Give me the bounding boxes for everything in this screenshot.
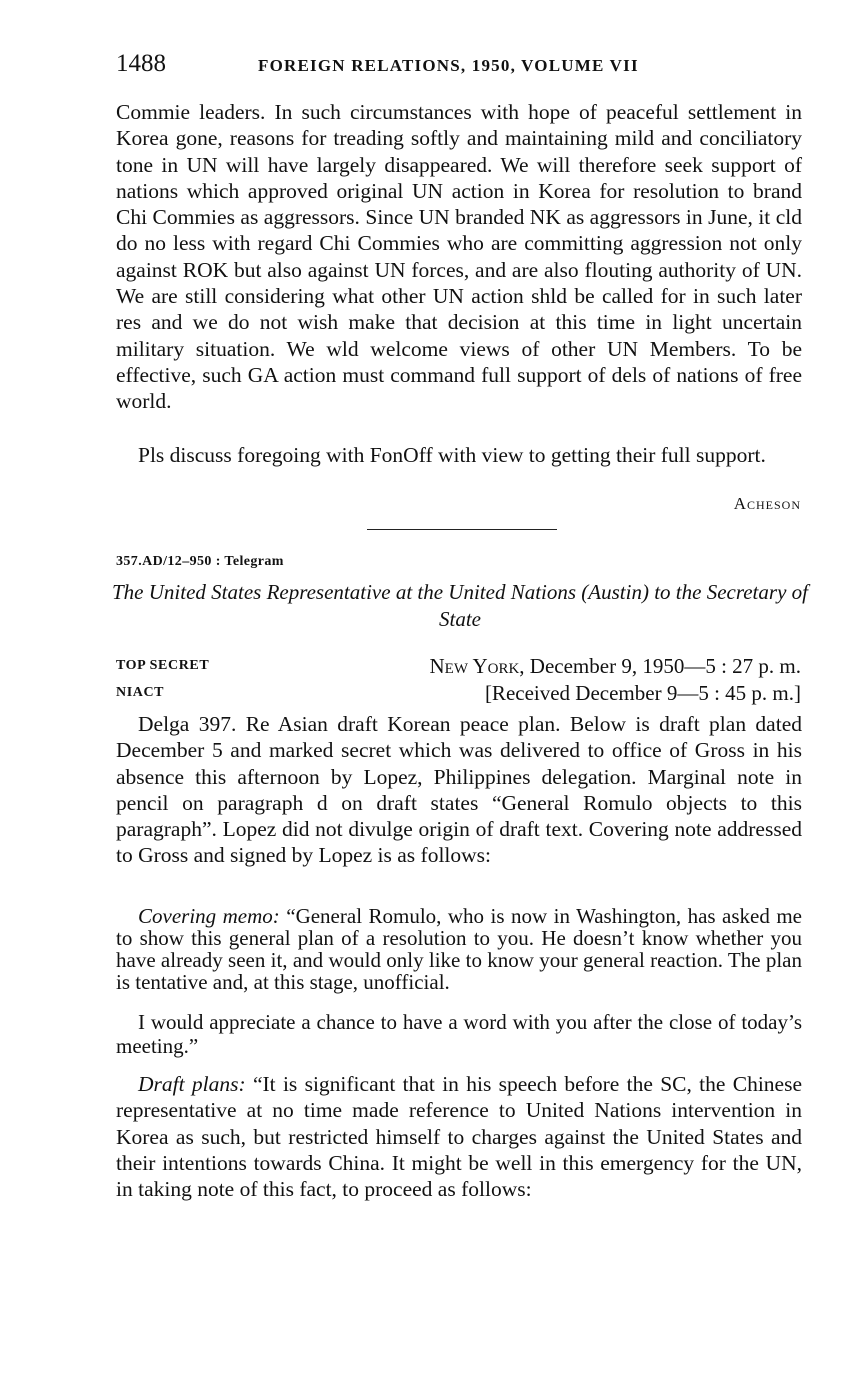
closing-text: Pls discuss foregoing with FonOff with view to getting their full support. (138, 443, 766, 467)
signature: Acheson (733, 494, 801, 513)
continuation-text: Commie leaders. In such circumstances with hope of peaceful settlement in Korea gone, reasons for treading softly and maintaining mild and conciliatory tone in UN will have largely disappeared. We will therefore seek support of nations which approved original UN action in Korea for resolution to brand Chi Commies as aggressors. Since UN branded NK as aggressors in June, it cld do no less with regard Chi Commies who are committing aggression not only against ROK but also against UN forces, and are also flouting authority of UN. We are still considering what other UN action shld be called for in such later res and we do not wish make that decision at this time in light uncertain military situation. We wld welcome views of other UN Members. To be effective, such GA action must command full support of dels of nations of free world. (116, 100, 802, 414)
received-line: [Received December 9—5 : 45 p. m.] (484, 681, 801, 705)
draft-plans (116, 1071, 802, 1202)
covering-memo-paragraph (116, 905, 802, 993)
covering-memo-label: Covering memo: (138, 904, 280, 928)
running-head: FOREIGN RELATIONS, 1950, VOLUME VII (258, 56, 639, 75)
delga-text: Delga 397. Re Asian draft Korean peace plan. Below is draft plan dated December 5 and marked secret which was delivered to office of Gross in his absence this afternoon by Lopez, Philippines delegation. Marginal note in pencil on paragraph d on draft states “General Romulo objects to this paragraph”. Lopez did not divulge origin of draft text. Covering note addressed to Gross and signed by Lopez is as follows: (116, 712, 802, 868)
document-title: The United States Representative at the United Nations (Austin) to the Secretary of State (112, 580, 808, 631)
draft-plans-label: Draft plans: (138, 1072, 246, 1096)
draft-plans-paragraph (116, 1071, 802, 1202)
appreciate-paragraph (116, 1010, 802, 1058)
place-sent: New York, (429, 654, 525, 678)
precedence: NIACT (116, 685, 165, 700)
appreciate-text: I would appreciate a chance to have a word with you after the close of today’s meeting.” (116, 1010, 802, 1058)
delga-paragraph (116, 711, 802, 869)
file-reference: 357.AD/12–950 : Telegram (116, 554, 284, 569)
classification: TOP SECRET (116, 658, 210, 673)
sent-line (430, 654, 802, 679)
covering-memo (116, 905, 802, 993)
draft-plans-text: “It is significant that in his speech before the SC, the Chinese representative at no time made reference to United Nations intervention in Korea as such, but restricted himself to charges against the United States and their intentions towards China. It might be well in this emergency for the UN, in taking note of this fact, to proceed as follows: (116, 1072, 803, 1202)
closing-paragraph (116, 442, 802, 468)
page-header (116, 50, 806, 84)
page-number: 1488 (116, 50, 166, 77)
section-divider (367, 529, 557, 530)
continuation-paragraph (116, 99, 802, 415)
date-sent: December 9, 1950—5 : 27 p. m. (529, 654, 801, 678)
covering-memo-text: “General Romulo, who is now in Washington, has asked me to show this general plan of a resolution to you. He doesn’t know whether you have already seen it, and would only like to know your general reaction. The plan is tentative and, at this stage, unofficial. (116, 904, 802, 994)
